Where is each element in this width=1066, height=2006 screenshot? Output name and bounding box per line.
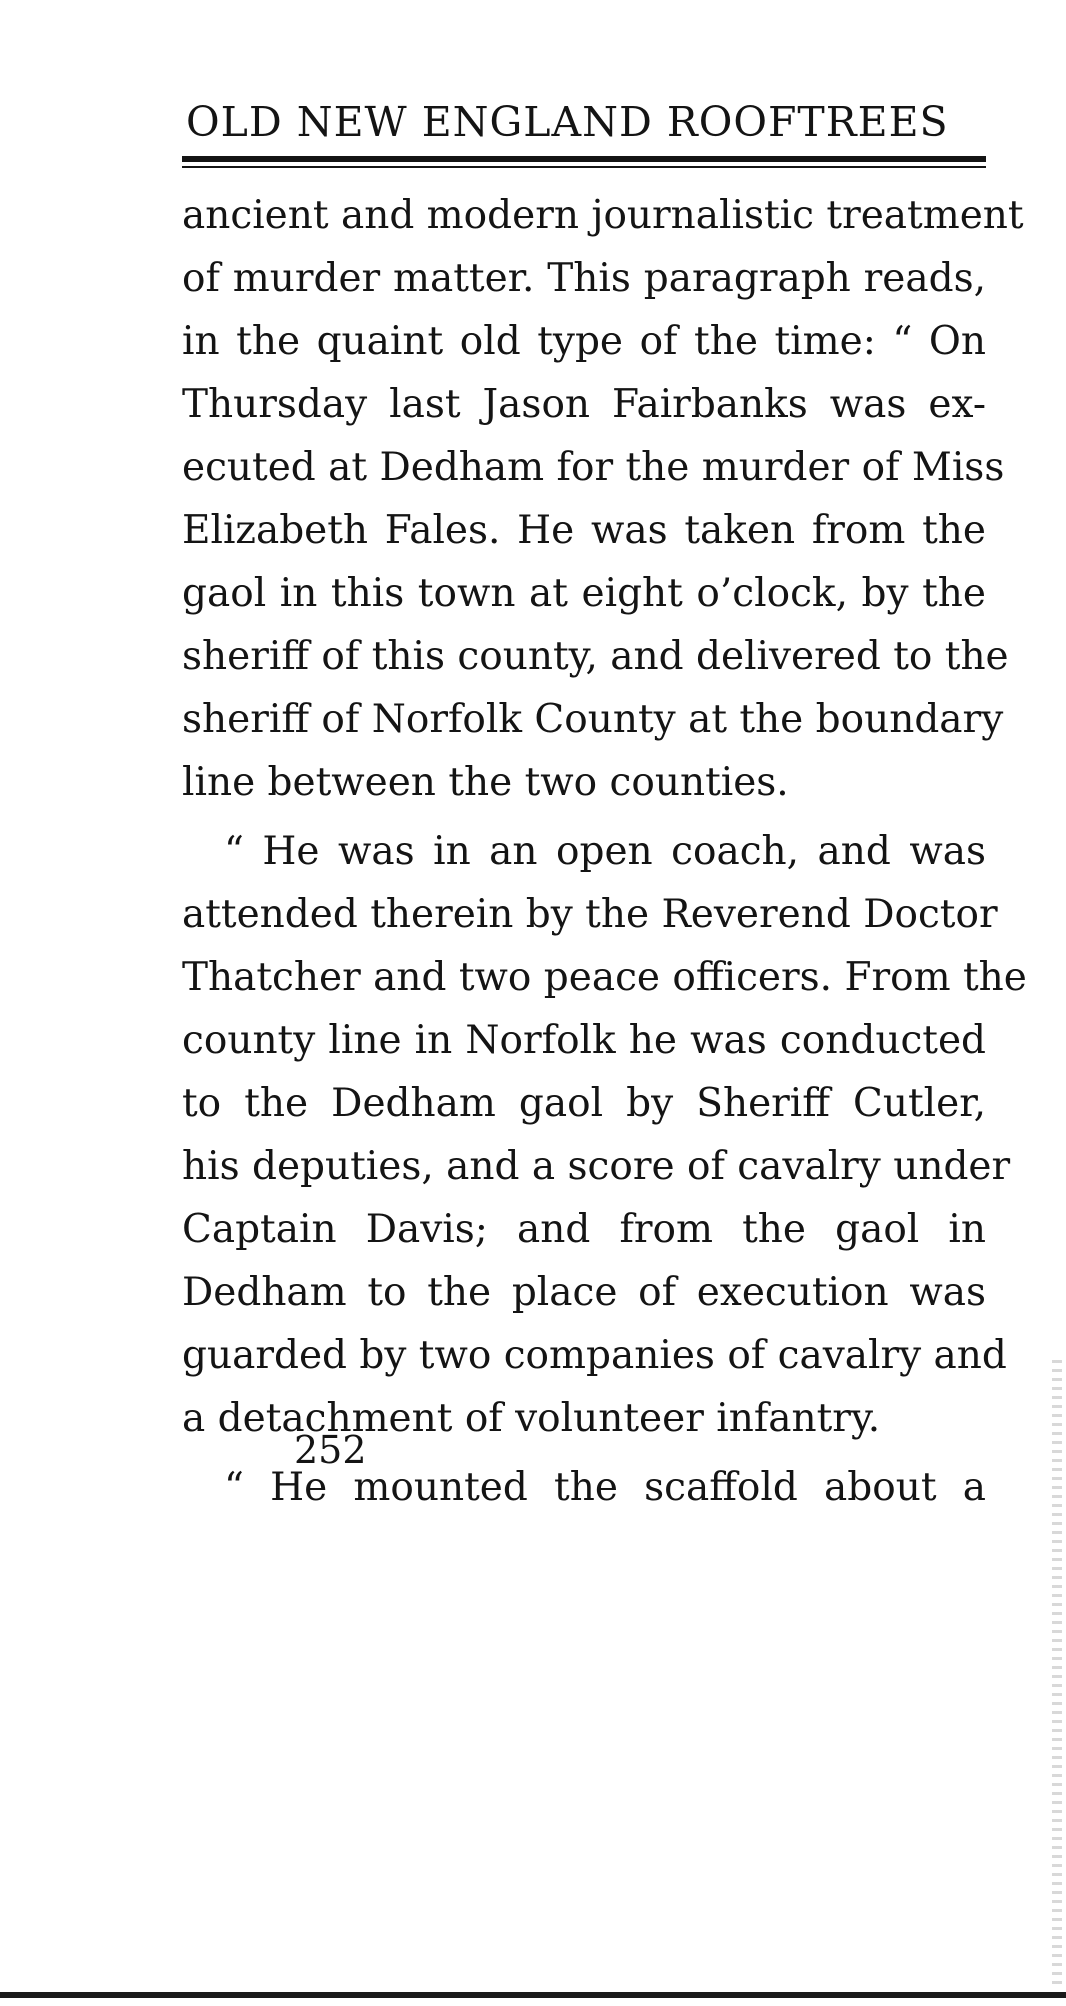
text-line: Dedham to the place of execution was	[182, 1270, 986, 1315]
text-line: to the Dedham gaol by Sheriff Cutler,	[182, 1081, 986, 1126]
text-line: county line in Norfolk he was conducted	[182, 1018, 986, 1063]
text-line: Thatcher and two peace officers. From the	[182, 955, 1027, 1000]
text-line: Captain Davis; and from the gaol in	[182, 1207, 986, 1252]
text-line: attended therein by the Reverend Doctor	[182, 892, 998, 937]
page-edge-shadow	[1052, 1360, 1062, 1990]
running-head: OLD NEW ENGLAND ROOFTREES	[186, 98, 949, 146]
text-line: “ He mounted the scaffold about a	[224, 1465, 986, 1510]
text-line: his deputies, and a score of cavalry under	[182, 1144, 1011, 1189]
text-line: in the quaint old type of the time: “ On	[182, 319, 986, 364]
header-rule-thick	[182, 156, 986, 162]
text-line: a detachment of volunteer infantry.	[182, 1396, 881, 1441]
body-text	[182, 184, 1027, 1519]
text-line: gaol in this town at eight o’clock, by the	[182, 571, 986, 616]
text-line: ancient and modern journalistic treatment	[182, 193, 1024, 238]
text-line: ecuted at Dedham for the murder of Miss	[182, 445, 1005, 490]
text-line: Thursday last Jason Fairbanks was ex-	[182, 382, 986, 427]
text-line: of murder matter. This paragraph reads,	[182, 256, 986, 301]
header-rule-thin	[182, 166, 986, 168]
page-bottom-edge	[0, 1992, 1066, 1998]
page-number: 252	[294, 1428, 367, 1472]
text-line: sheriff of Norfolk County at the boundary	[182, 697, 1004, 742]
text-line: guarded by two companies of cavalry and	[182, 1333, 1007, 1378]
text-line: “ He was in an open coach, and was	[224, 829, 986, 874]
text-line: Elizabeth Fales. He was taken from the	[182, 508, 986, 553]
text-line: line between the two counties.	[182, 760, 789, 805]
text-line: sheriff of this county, and delivered to the	[182, 634, 1009, 679]
